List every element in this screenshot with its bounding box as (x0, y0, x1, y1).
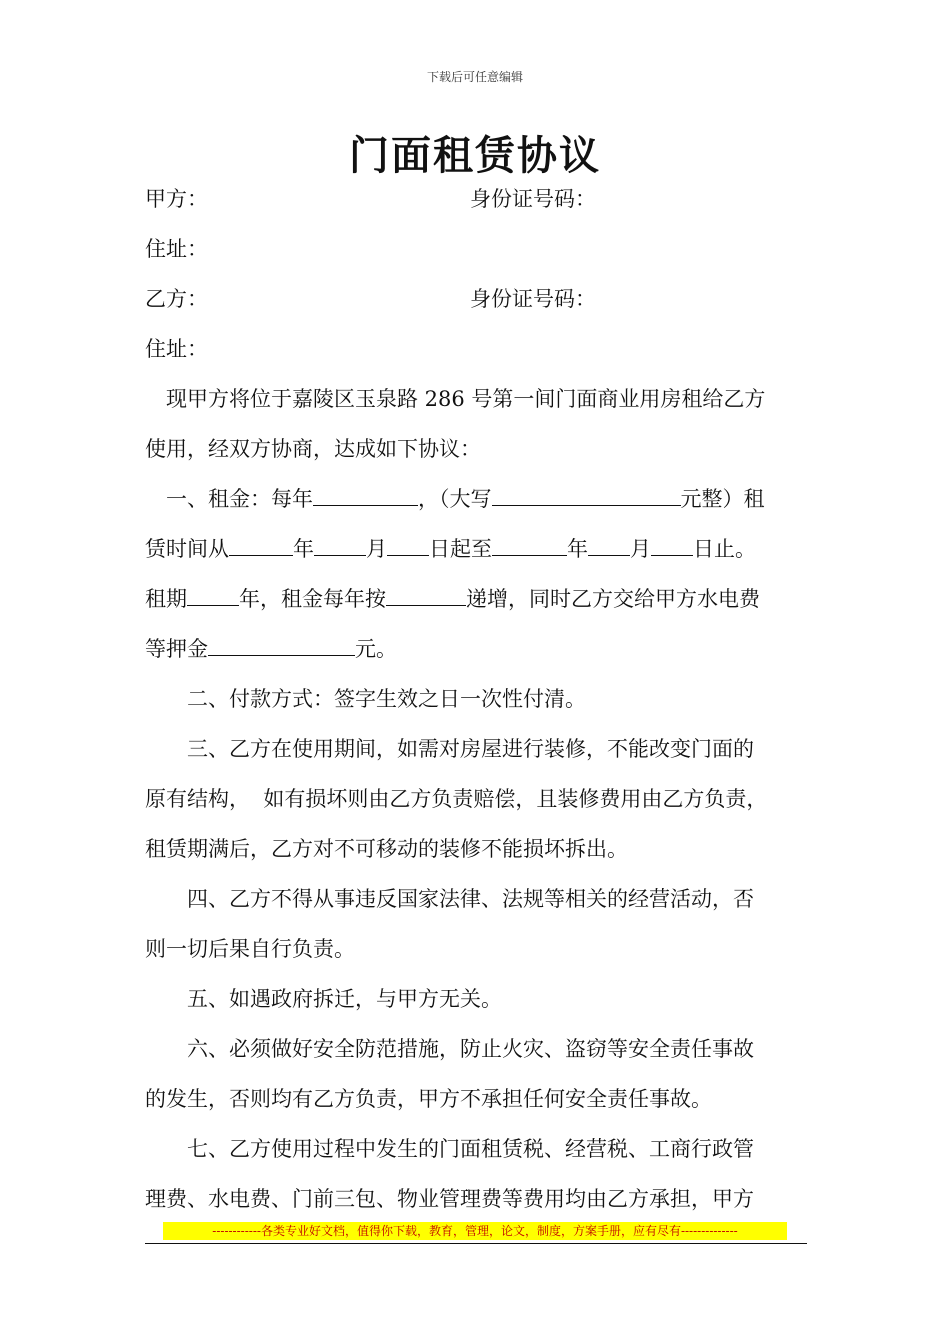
end-day-blank[interactable] (651, 528, 693, 556)
clause-1-line-1 (145, 474, 807, 524)
day-end-label: 日止。 (693, 537, 756, 561)
header-note: 下载后可任意编辑 (426, 70, 523, 84)
intro-line-2: 使用，经双方协商，达成如下协议： (145, 437, 481, 461)
clause-4-line-2: 则一切后果自行负责。 (145, 937, 355, 961)
clause-3-line-3: 租赁期满后，乙方对不可移动的装修不能损坏拆出。 (145, 837, 628, 861)
clause-1-line-3 (145, 574, 807, 624)
party-a-address-row (145, 224, 807, 274)
party-b-address-label: 住址： (145, 337, 208, 361)
clause-6-line-1: 六、必须做好安全防范措施，防止火灾、盗窃等安全责任事故 (187, 1037, 754, 1061)
yuan-label: 元。 (355, 637, 397, 661)
party-b-id-label: 身份证号码： (470, 287, 596, 311)
party-b-address-row (145, 324, 807, 374)
rent-capital-blank[interactable] (492, 478, 681, 506)
document-body (145, 174, 807, 1224)
lease-term-blank[interactable] (187, 578, 239, 606)
start-month-blank[interactable] (314, 528, 366, 556)
deposit-label: 等押金 (145, 637, 208, 661)
increase-rate-blank[interactable] (386, 578, 466, 606)
party-b-label: 乙方： (145, 287, 208, 311)
clause-1-rent-label: 一、租金：每年 (166, 487, 313, 511)
clause-2: 二、付款方式：签字生效之日一次性付清。 (187, 687, 586, 711)
start-day-blank[interactable] (387, 528, 429, 556)
clause-1-line-4 (145, 624, 807, 674)
until-label: 日起至 (429, 537, 492, 561)
clause-7-line-2: 理费、水电费、门前三包、物业管理费等费用均由乙方承担，甲方 (145, 1187, 754, 1211)
lease-term-label: 租期 (145, 587, 187, 611)
party-a-label: 甲方： (145, 187, 208, 211)
deposit-amount-blank[interactable] (208, 628, 355, 656)
document-title: 门面租赁协议 (349, 132, 601, 179)
clause-3-line-1: 三、乙方在使用期间，如需对房屋进行装修，不能改变门面的 (187, 737, 754, 761)
month-label: 月 (366, 537, 387, 561)
end-year-blank[interactable] (492, 528, 567, 556)
lease-from-label: 赁时间从 (145, 537, 229, 561)
clause-1-yuan-label: 元整）租 (680, 487, 765, 511)
increase-label: 年，租金每年按 (239, 587, 386, 611)
year-label: 年 (293, 537, 314, 561)
month-label: 月 (630, 537, 651, 561)
clause-1-capital-label: ，（大写 (418, 487, 492, 511)
party-b-row (145, 274, 807, 324)
clause-7-line-1: 七、乙方使用过程中发生的门面租赁税、经营税、工商行政管 (187, 1137, 754, 1161)
footer-divider (145, 1243, 807, 1244)
party-a-address-label: 住址： (145, 237, 208, 261)
clause-4-line-1: 四、乙方不得从事违反国家法律、法规等相关的经营活动，否 (187, 887, 754, 911)
intro-line-1: 现甲方将位于嘉陵区玉泉路 286 号第一间门面商业用房租给乙方 (166, 387, 766, 411)
clause-3-line-2: 原有结构， 如有损坏则由乙方负责赔偿，且装修费用由乙方负责， (145, 787, 768, 811)
clause-5: 五、如遇政府拆迁，与甲方无关。 (187, 987, 502, 1011)
start-year-blank[interactable] (229, 528, 293, 556)
year-label: 年 (567, 537, 588, 561)
party-a-id-label: 身份证号码： (470, 187, 596, 211)
clause-1-line-2 (145, 524, 807, 574)
footer-banner: ------------各类专业好文档，值得你下载，教育，管理，论文，制度，方案手册，应有尽有-------------- (163, 1222, 787, 1240)
party-a-row (145, 174, 807, 224)
end-month-blank[interactable] (588, 528, 630, 556)
annual-rent-blank[interactable] (313, 478, 418, 506)
deposit-desc-label: 递增，同时乙方交给甲方水电费 (466, 587, 760, 611)
clause-6-line-2: 的发生，否则均有乙方负责，甲方不承担任何安全责任事故。 (145, 1087, 712, 1111)
